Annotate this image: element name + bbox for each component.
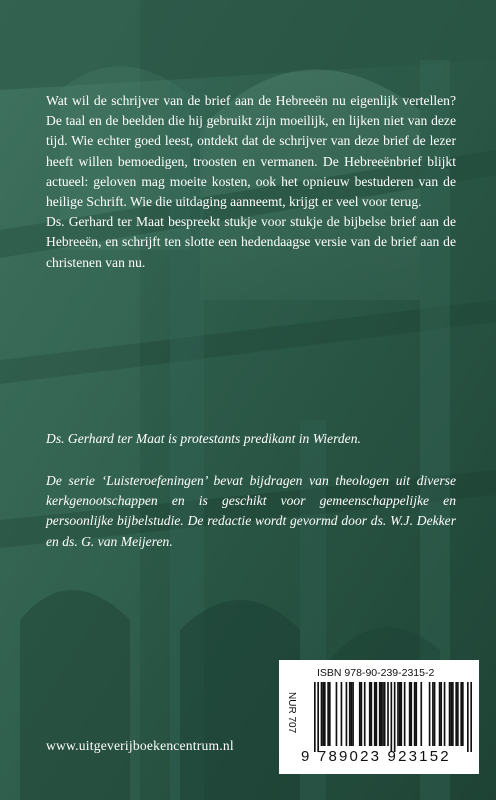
barcode-bar (410, 682, 412, 746)
barcode-bar (361, 682, 363, 746)
barcode-bar (376, 682, 378, 746)
barcode-bar (321, 682, 323, 746)
barcode-bar (404, 682, 406, 746)
barcode-bar (440, 682, 442, 746)
barcode-bar (414, 682, 416, 746)
barcode-bar (394, 682, 396, 752)
barcode-bar (381, 682, 383, 746)
barcode-bar (391, 682, 393, 752)
barcode-panel (279, 660, 479, 774)
isbn-label: ISBN 978-90-239-2315-2 (317, 667, 435, 679)
series-note-text: De serie ‘Luisteroefeningen’ bevat bijdragen van theologen uit diverse kerkgenootschappen en is geschikt voor gemeenschappelijke en persoonlijke bijbelstudie. De redactie wordt gevormd door ds. W.J. Dekker en ds. G. van Meijeren. (46, 473, 456, 549)
barcode-bar (400, 682, 402, 746)
barcode-bar (327, 682, 329, 746)
barcode-bar (349, 682, 351, 746)
barcode-bar (382, 682, 384, 746)
barcode-bar (364, 682, 366, 746)
barcode-bar (346, 682, 348, 746)
author-note (46, 429, 456, 449)
barcode-bar (384, 682, 386, 746)
barcode-bar (352, 682, 354, 746)
barcode-bar (397, 682, 399, 746)
barcode-bar (444, 682, 446, 746)
barcode-bar (314, 682, 316, 752)
series-note (46, 471, 456, 552)
barcode-bar (374, 682, 376, 746)
barcode-bar (359, 682, 361, 746)
barcode-bar (329, 682, 331, 746)
barcode-bar (450, 682, 452, 746)
barcode-bar (322, 682, 324, 746)
barcode-bar (470, 682, 472, 752)
barcode-bar (462, 682, 464, 746)
barcode-bar (455, 682, 457, 746)
barcode-bar (317, 682, 319, 752)
description-text (46, 91, 456, 273)
ean-digits: 9 789023 923152 (301, 748, 451, 765)
barcode-bar (399, 682, 401, 746)
barcode-bar (439, 682, 441, 746)
description-paragraph: Wat wil de schrijver van de brief aan de Hebreeën nu eigenlijk vertellen? De taal en de beelden die hij gebruikt zijn moeilijk, en lijken niet van deze tijd. Wie echter goed leest, ontdekt dat de schrijver van deze brief de lezer heeft willen bemoedigen, troosten en vermanen. De Hebreeënbrief blijkt actueel: geloven mag moeite kosten, ook het opnieuw bestuderen van de heilige Schrift. Wie die uitdaging aanneemt, krijgt er veel voor terug. (46, 93, 456, 210)
barcode-bar (449, 682, 451, 746)
barcode-bar (351, 682, 353, 746)
publisher-website: www.uitgeverijboekencentrum.nl (46, 738, 234, 753)
barcode-bar (452, 682, 454, 746)
barcode-bar (429, 682, 431, 746)
barcode-bar (369, 682, 371, 746)
barcode-bar (341, 682, 343, 746)
barcode-bar (420, 682, 422, 746)
barcode-bar (409, 682, 411, 746)
barcode-bar (460, 682, 462, 746)
nur-label: NUR 707 (286, 692, 297, 734)
barcode-bar (336, 682, 338, 746)
barcode-bar (415, 682, 417, 746)
barcode-bar (467, 682, 469, 752)
barcode-bar (371, 682, 373, 746)
barcode-bar (324, 682, 326, 746)
author-note-text: Ds. Gerhard ter Maat is protestants predikant in Wierden. (46, 431, 361, 446)
barcode-bar (434, 682, 436, 746)
barcode-bar (387, 682, 389, 746)
description-paragraph: Ds. Gerhard ter Maat bespreekt stukje voor stukje de bijbelse brief aan de Hebreeën, en schrijft ten slotte een hedendaagse versie van de brief aan de christenen van nu. (46, 214, 456, 270)
barcode (314, 682, 472, 752)
barcode-bar (379, 682, 381, 746)
barcode-bar (457, 682, 459, 746)
barcode-bar (432, 682, 434, 746)
